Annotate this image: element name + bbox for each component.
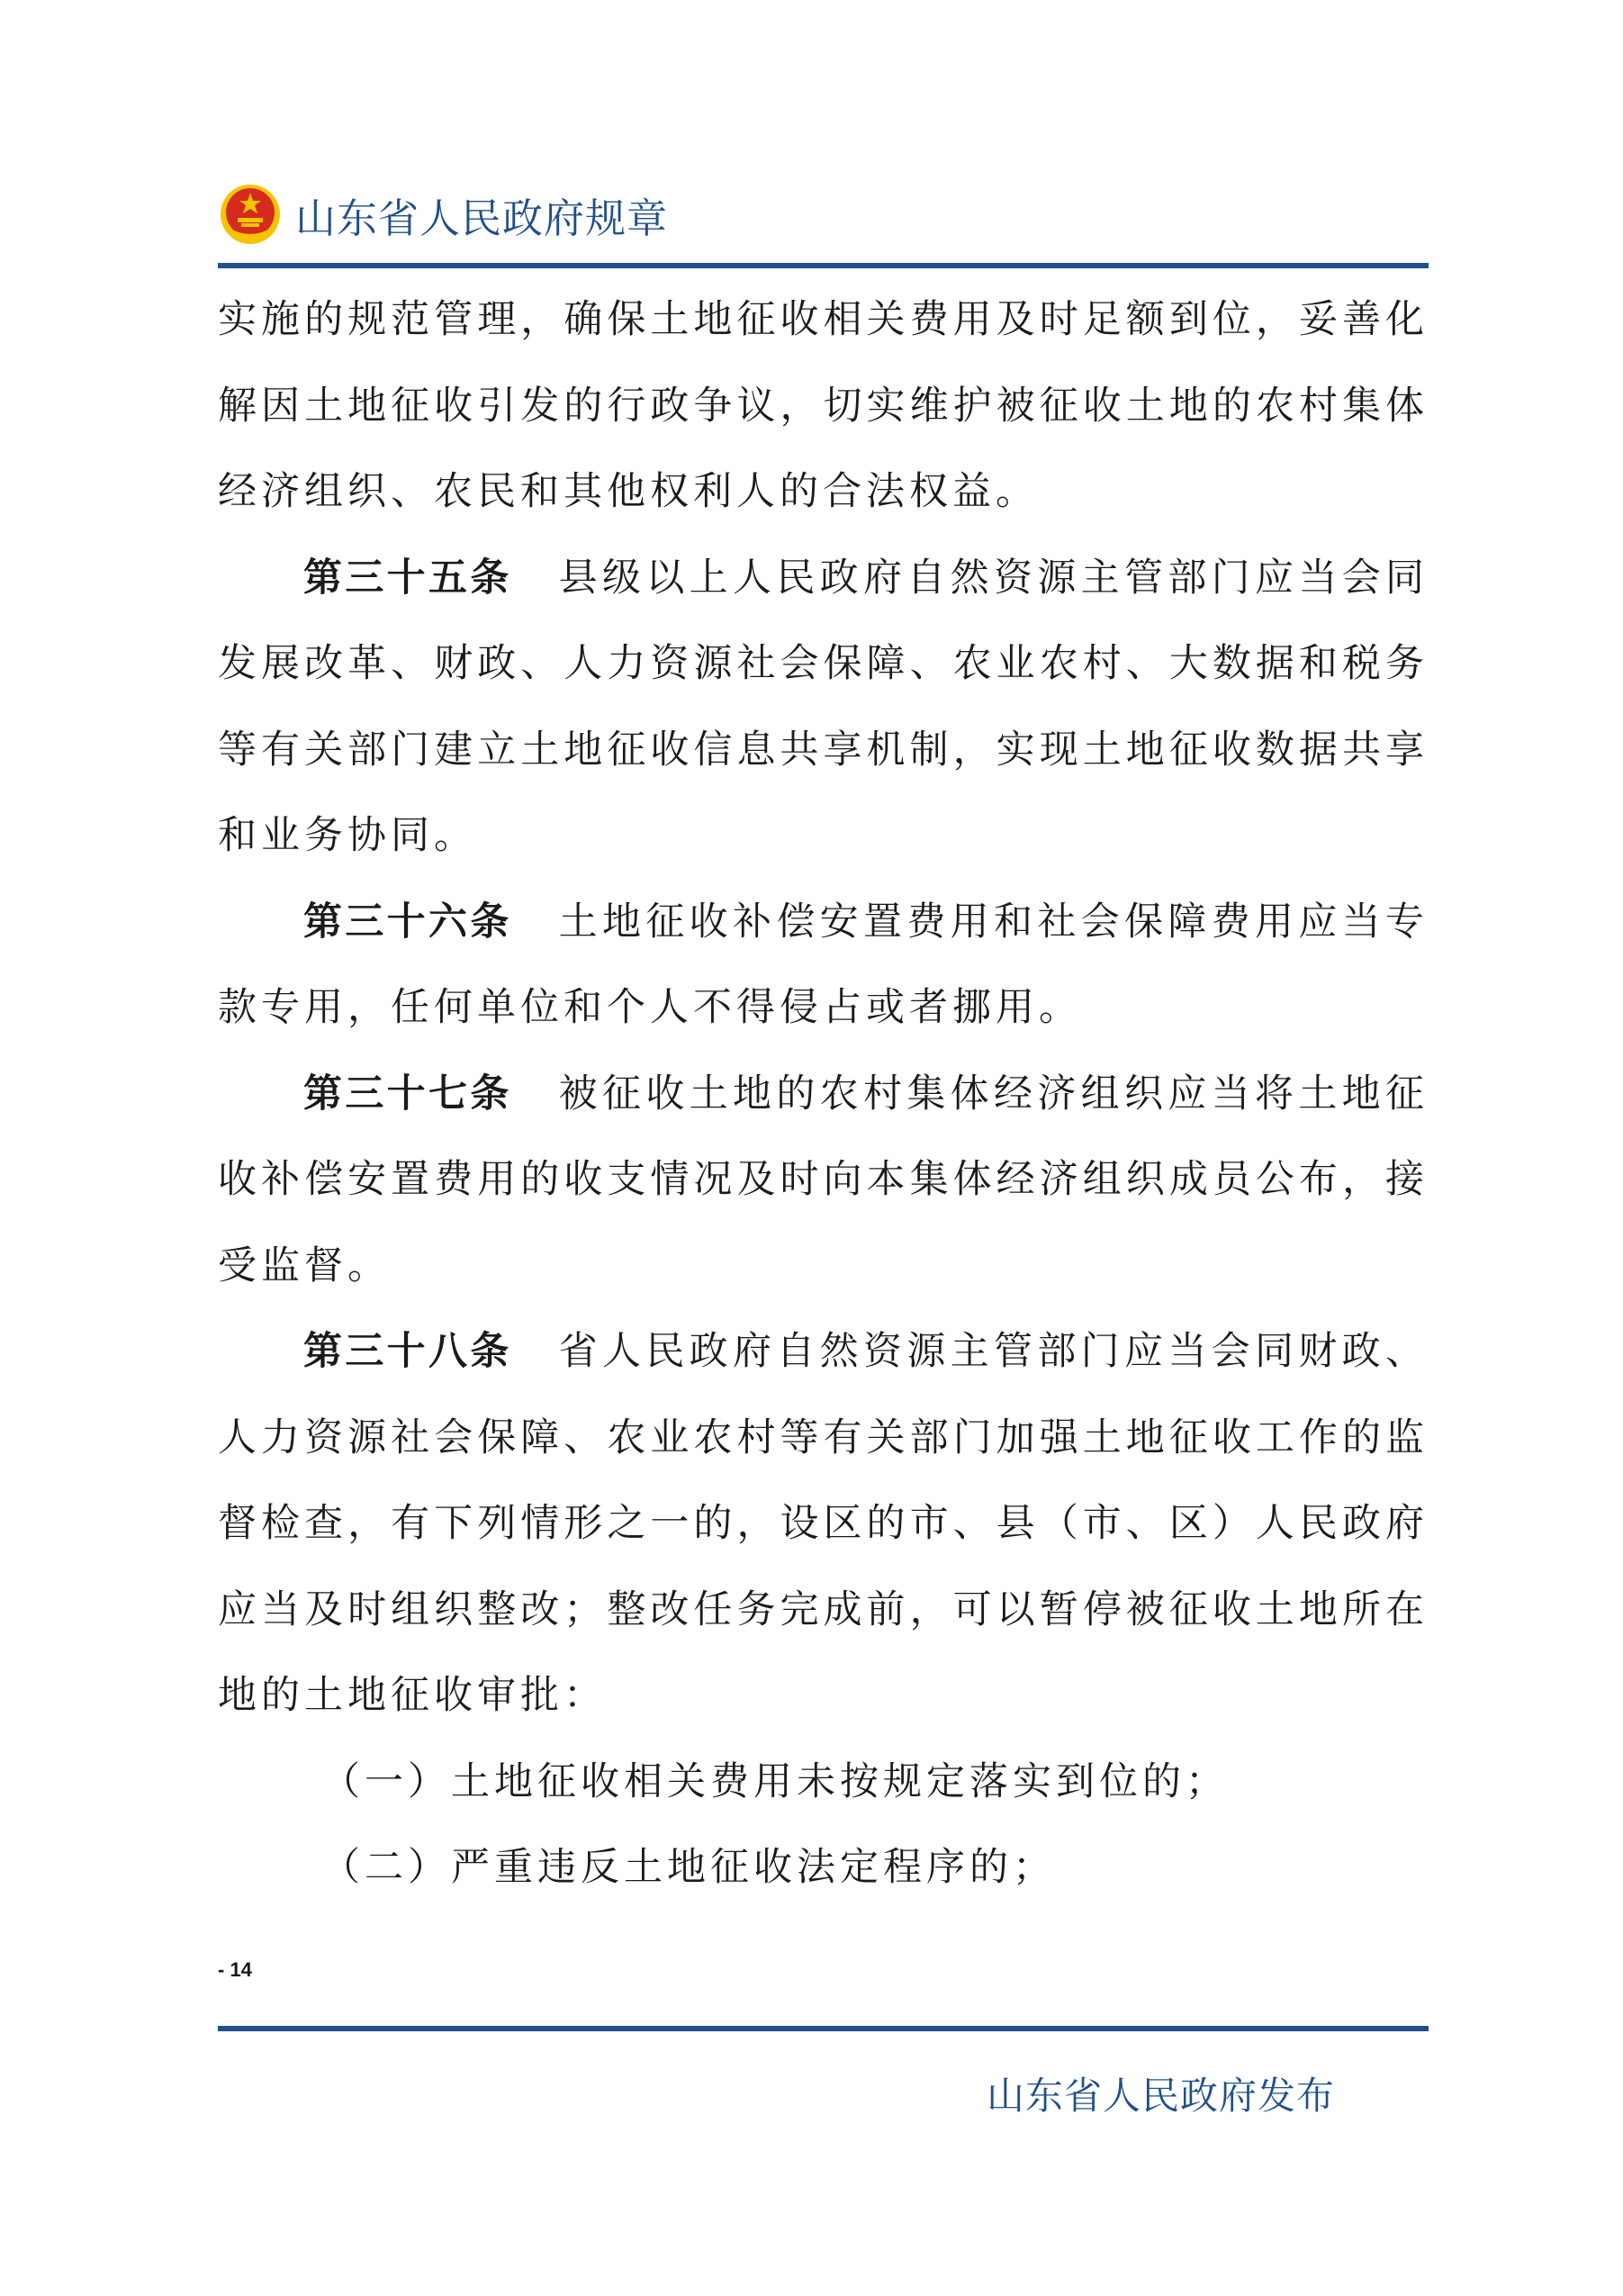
national-emblem-icon [218, 182, 283, 247]
header-divider [218, 263, 1429, 268]
article-36 [218, 880, 1429, 1052]
article-text: 省人民政府自然资源主管部门应当会同财政、人力资源社会保障、农业农村等有关部门加强土地征收工作的监督检查，有下列情形之一的，设区的市、县（市、区）人民政府应当及时组织整改；整改任务完成前，可以暂停被征收土地所在地的土地征收审批： [218, 1329, 1429, 1718]
article-37 [218, 1052, 1429, 1310]
list-item: （二）严重违反土地征收法定程序的； [321, 1845, 1056, 1890]
header-title: 山东省人民政府规章 [295, 194, 669, 242]
paragraph-continuation: 实施的规范管理，确保土地征收相关费用及时足额到位，妥善化解因土地征收引发的行政争议，切实维护被征收土地的农村集体经济组织、农民和其他权利人的合法权益。 [218, 297, 1429, 514]
footer-publisher: 山东省人民政府发布 [986, 2074, 1335, 2118]
page-header [218, 176, 668, 252]
article-38 [218, 1309, 1429, 1740]
article-number: 第三十六条 [303, 899, 512, 945]
article-text: 被征收土地的农村集体经济组织应当将土地征收补偿安置费用的收支情况及时向本集体经济组织成员公布，接受监督。 [218, 1071, 1429, 1288]
list-item: （一）土地征收相关费用未按规定落实到位的； [321, 1758, 1229, 1804]
page-number: - 14 [218, 1958, 252, 1981]
article-number: 第三十五条 [303, 555, 512, 601]
document-body [218, 277, 1429, 1912]
article-text: 县级以上人民政府自然资源主管部门应当会同发展改革、财政、人力资源社会保障、农业农村、大数据和税务等有关部门建立土地征收信息共享机制，实现土地征收数据共享和业务协同。 [218, 555, 1429, 858]
article-35 [218, 536, 1429, 880]
article-number: 第三十七条 [303, 1071, 512, 1116]
article-number: 第三十八条 [303, 1329, 512, 1374]
article-text: 土地征收补偿安置费用和社会保障费用应当专款专用，任何单位和个人不得侵占或者挪用。 [218, 899, 1429, 1030]
footer-divider [218, 2026, 1429, 2031]
